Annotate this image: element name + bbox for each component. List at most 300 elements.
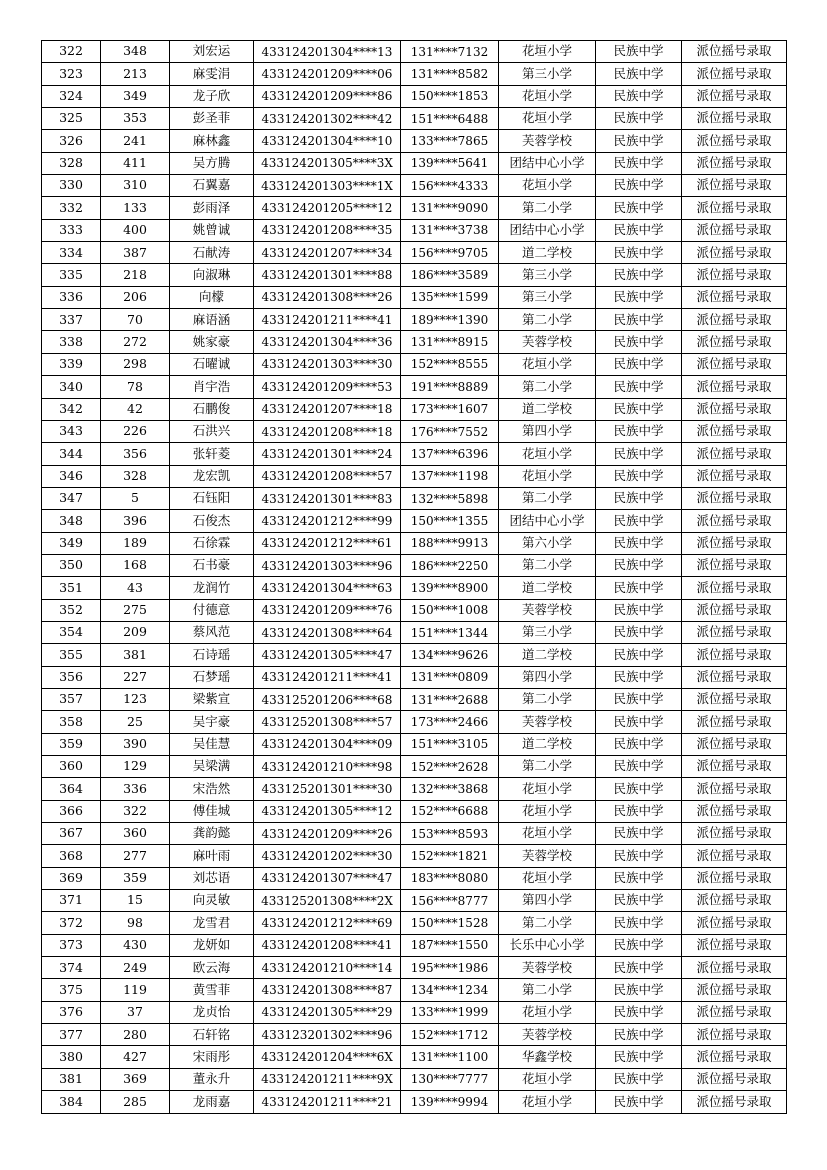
student-name-cell: 石徐霖 (170, 532, 254, 554)
student-name-cell: 石翼嘉 (170, 175, 254, 197)
lottery-number-cell: 43 (101, 577, 170, 599)
primary-school-cell: 花垣小学 (499, 1001, 596, 1023)
middle-school-cell: 民族中学 (596, 1091, 682, 1113)
middle-school-cell: 民族中学 (596, 890, 682, 912)
student-name-cell: 姚家豪 (170, 331, 254, 353)
admission-method-cell: 派位摇号录取 (682, 554, 787, 576)
table-row (42, 800, 787, 822)
middle-school-cell: 民族中学 (596, 711, 682, 733)
student-name-cell: 张轩菱 (170, 443, 254, 465)
middle-school-cell: 民族中学 (596, 331, 682, 353)
id-number-cell: 433125201206****68 (254, 688, 401, 710)
table-row (42, 934, 787, 956)
serial-cell: 359 (42, 733, 101, 755)
id-number-cell: 433124201207****34 (254, 242, 401, 264)
serial-cell: 355 (42, 644, 101, 666)
table-row (42, 242, 787, 264)
table-row (42, 1046, 787, 1068)
phone-cell: 150****1853 (401, 85, 499, 107)
phone-cell: 189****1390 (401, 309, 499, 331)
lottery-number-cell: 336 (101, 778, 170, 800)
admission-method-cell: 派位摇号录取 (682, 443, 787, 465)
phone-cell: 139****5641 (401, 152, 499, 174)
admission-method-cell: 派位摇号录取 (682, 778, 787, 800)
phone-cell: 131****9090 (401, 197, 499, 219)
student-name-cell: 欧云海 (170, 957, 254, 979)
middle-school-cell: 民族中学 (596, 1001, 682, 1023)
phone-cell: 186****2250 (401, 554, 499, 576)
table-row (42, 845, 787, 867)
serial-cell: 330 (42, 175, 101, 197)
middle-school-cell: 民族中学 (596, 800, 682, 822)
student-name-cell: 吴方腾 (170, 152, 254, 174)
middle-school-cell: 民族中学 (596, 309, 682, 331)
student-name-cell: 石鹏俊 (170, 398, 254, 420)
primary-school-cell: 第四小学 (499, 666, 596, 688)
table-row (42, 756, 787, 778)
serial-cell: 374 (42, 957, 101, 979)
lottery-number-cell: 396 (101, 510, 170, 532)
lottery-number-cell: 227 (101, 666, 170, 688)
middle-school-cell: 民族中学 (596, 577, 682, 599)
primary-school-cell: 花垣小学 (499, 175, 596, 197)
id-number-cell: 433124201307****47 (254, 867, 401, 889)
serial-cell: 384 (42, 1091, 101, 1113)
primary-school-cell: 花垣小学 (499, 108, 596, 130)
primary-school-cell: 花垣小学 (499, 867, 596, 889)
middle-school-cell: 民族中学 (596, 979, 682, 1001)
serial-cell: 328 (42, 152, 101, 174)
lottery-number-cell: 42 (101, 398, 170, 420)
middle-school-cell: 民族中学 (596, 666, 682, 688)
student-name-cell: 石钰阳 (170, 487, 254, 509)
lottery-number-cell: 168 (101, 554, 170, 576)
primary-school-cell: 第三小学 (499, 286, 596, 308)
table-row (42, 465, 787, 487)
admission-method-cell: 派位摇号录取 (682, 823, 787, 845)
primary-school-cell: 芙蓉学校 (499, 599, 596, 621)
table-row (42, 1091, 787, 1113)
middle-school-cell: 民族中学 (596, 912, 682, 934)
lottery-number-cell: 430 (101, 934, 170, 956)
phone-cell: 137****1198 (401, 465, 499, 487)
middle-school-cell: 民族中学 (596, 63, 682, 85)
serial-cell: 350 (42, 554, 101, 576)
serial-cell: 347 (42, 487, 101, 509)
middle-school-cell: 民族中学 (596, 1024, 682, 1046)
phone-cell: 176****7552 (401, 420, 499, 442)
primary-school-cell: 花垣小学 (499, 465, 596, 487)
serial-cell: 364 (42, 778, 101, 800)
table-row (42, 979, 787, 1001)
primary-school-cell: 芙蓉学校 (499, 711, 596, 733)
student-name-cell: 石梦瑶 (170, 666, 254, 688)
admission-method-cell: 派位摇号录取 (682, 890, 787, 912)
table-row (42, 644, 787, 666)
lottery-number-cell: 5 (101, 487, 170, 509)
table-row (42, 376, 787, 398)
id-number-cell: 433124201208****41 (254, 934, 401, 956)
id-number-cell: 433124201212****99 (254, 510, 401, 532)
admission-method-cell: 派位摇号录取 (682, 353, 787, 375)
lottery-number-cell: 381 (101, 644, 170, 666)
lottery-number-cell: 123 (101, 688, 170, 710)
student-name-cell: 龙雨嘉 (170, 1091, 254, 1113)
middle-school-cell: 民族中学 (596, 197, 682, 219)
id-number-cell: 433124201204****6X (254, 1046, 401, 1068)
id-number-cell: 433124201209****26 (254, 823, 401, 845)
middle-school-cell: 民族中学 (596, 1046, 682, 1068)
phone-cell: 152****1821 (401, 845, 499, 867)
middle-school-cell: 民族中学 (596, 264, 682, 286)
primary-school-cell: 团结中心小学 (499, 152, 596, 174)
id-number-cell: 433124201304****13 (254, 41, 401, 63)
lottery-number-cell: 78 (101, 376, 170, 398)
lottery-number-cell: 298 (101, 353, 170, 375)
primary-school-cell: 第三小学 (499, 621, 596, 643)
primary-school-cell: 第三小学 (499, 63, 596, 85)
student-name-cell: 向淑琳 (170, 264, 254, 286)
table-row (42, 286, 787, 308)
phone-cell: 131****8582 (401, 63, 499, 85)
middle-school-cell: 民族中学 (596, 41, 682, 63)
middle-school-cell: 民族中学 (596, 621, 682, 643)
id-number-cell: 433124201211****41 (254, 666, 401, 688)
phone-cell: 139****8900 (401, 577, 499, 599)
serial-cell: 357 (42, 688, 101, 710)
admission-method-cell: 派位摇号录取 (682, 420, 787, 442)
student-name-cell: 彭圣菲 (170, 108, 254, 130)
id-number-cell: 433124201211****21 (254, 1091, 401, 1113)
primary-school-cell: 道二学校 (499, 733, 596, 755)
serial-cell: 380 (42, 1046, 101, 1068)
primary-school-cell: 道二学校 (499, 577, 596, 599)
student-name-cell: 董永升 (170, 1068, 254, 1090)
middle-school-cell: 民族中学 (596, 152, 682, 174)
lottery-number-cell: 209 (101, 621, 170, 643)
student-name-cell: 龙贞怡 (170, 1001, 254, 1023)
table-row (42, 532, 787, 554)
lottery-number-cell: 272 (101, 331, 170, 353)
table-row (42, 733, 787, 755)
admission-method-cell: 派位摇号录取 (682, 577, 787, 599)
lottery-number-cell: 360 (101, 823, 170, 845)
id-number-cell: 433124201211****41 (254, 309, 401, 331)
phone-cell: 150****1008 (401, 599, 499, 621)
student-name-cell: 彭雨泽 (170, 197, 254, 219)
phone-cell: 150****1528 (401, 912, 499, 934)
table-row (42, 599, 787, 621)
middle-school-cell: 民族中学 (596, 376, 682, 398)
table-row (42, 420, 787, 442)
student-name-cell: 龙雪君 (170, 912, 254, 934)
table-row (42, 152, 787, 174)
student-name-cell: 蔡风范 (170, 621, 254, 643)
phone-cell: 186****3589 (401, 264, 499, 286)
primary-school-cell: 团结中心小学 (499, 219, 596, 241)
serial-cell: 356 (42, 666, 101, 688)
middle-school-cell: 民族中学 (596, 108, 682, 130)
serial-cell: 381 (42, 1068, 101, 1090)
phone-cell: 151****6488 (401, 108, 499, 130)
student-name-cell: 刘宏运 (170, 41, 254, 63)
middle-school-cell: 民族中学 (596, 845, 682, 867)
middle-school-cell: 民族中学 (596, 487, 682, 509)
serial-cell: 343 (42, 420, 101, 442)
student-name-cell: 石曜诚 (170, 353, 254, 375)
primary-school-cell: 芙蓉学校 (499, 331, 596, 353)
phone-cell: 187****1550 (401, 934, 499, 956)
serial-cell: 372 (42, 912, 101, 934)
table-row (42, 688, 787, 710)
id-number-cell: 433124201303****96 (254, 554, 401, 576)
serial-cell: 349 (42, 532, 101, 554)
id-number-cell: 433125201308****2X (254, 890, 401, 912)
student-name-cell: 麻语涵 (170, 309, 254, 331)
serial-cell: 340 (42, 376, 101, 398)
middle-school-cell: 民族中学 (596, 934, 682, 956)
phone-cell: 131****2688 (401, 688, 499, 710)
serial-cell: 342 (42, 398, 101, 420)
student-name-cell: 宋浩然 (170, 778, 254, 800)
admission-method-cell: 派位摇号录取 (682, 175, 787, 197)
primary-school-cell: 第二小学 (499, 197, 596, 219)
table-row (42, 309, 787, 331)
admission-method-cell: 派位摇号录取 (682, 688, 787, 710)
table-row (42, 264, 787, 286)
id-number-cell: 433124201210****98 (254, 756, 401, 778)
id-number-cell: 433124201208****18 (254, 420, 401, 442)
serial-cell: 346 (42, 465, 101, 487)
phone-cell: 173****2466 (401, 711, 499, 733)
lottery-number-cell: 353 (101, 108, 170, 130)
table-row (42, 577, 787, 599)
admission-method-cell: 派位摇号录取 (682, 845, 787, 867)
admission-method-cell: 派位摇号录取 (682, 532, 787, 554)
phone-cell: 132****5898 (401, 487, 499, 509)
middle-school-cell: 民族中学 (596, 867, 682, 889)
id-number-cell: 433124201211****9X (254, 1068, 401, 1090)
lottery-number-cell: 226 (101, 420, 170, 442)
id-number-cell: 433124201209****86 (254, 85, 401, 107)
table-row (42, 957, 787, 979)
student-name-cell: 刘芯语 (170, 867, 254, 889)
student-name-cell: 龙宏凯 (170, 465, 254, 487)
primary-school-cell: 第二小学 (499, 688, 596, 710)
lottery-number-cell: 349 (101, 85, 170, 107)
admission-method-cell: 派位摇号录取 (682, 510, 787, 532)
table-row (42, 1068, 787, 1090)
phone-cell: 152****2628 (401, 756, 499, 778)
admission-method-cell: 派位摇号录取 (682, 666, 787, 688)
table-row (42, 510, 787, 532)
table-row (42, 711, 787, 733)
student-name-cell: 肖宇浩 (170, 376, 254, 398)
student-name-cell: 吴佳慧 (170, 733, 254, 755)
admission-method-cell: 派位摇号录取 (682, 398, 787, 420)
primary-school-cell: 第二小学 (499, 756, 596, 778)
admission-method-cell: 派位摇号录取 (682, 621, 787, 643)
lottery-number-cell: 15 (101, 890, 170, 912)
phone-cell: 130****7777 (401, 1068, 499, 1090)
phone-cell: 137****6396 (401, 443, 499, 465)
serial-cell: 368 (42, 845, 101, 867)
admission-method-cell: 派位摇号录取 (682, 130, 787, 152)
table-row (42, 443, 787, 465)
lottery-number-cell: 390 (101, 733, 170, 755)
lottery-number-cell: 218 (101, 264, 170, 286)
id-number-cell: 433124201308****64 (254, 621, 401, 643)
student-name-cell: 石俊杰 (170, 510, 254, 532)
middle-school-cell: 民族中学 (596, 398, 682, 420)
lottery-number-cell: 328 (101, 465, 170, 487)
id-number-cell: 433124201308****26 (254, 286, 401, 308)
phone-cell: 152****8555 (401, 353, 499, 375)
admission-method-cell: 派位摇号录取 (682, 1001, 787, 1023)
middle-school-cell: 民族中学 (596, 756, 682, 778)
serial-cell: 373 (42, 934, 101, 956)
primary-school-cell: 第六小学 (499, 532, 596, 554)
serial-cell: 338 (42, 331, 101, 353)
serial-cell: 334 (42, 242, 101, 264)
student-name-cell: 麻雯涓 (170, 63, 254, 85)
table-row (42, 867, 787, 889)
middle-school-cell: 民族中学 (596, 353, 682, 375)
id-number-cell: 433124201208****57 (254, 465, 401, 487)
middle-school-cell: 民族中学 (596, 130, 682, 152)
serial-cell: 325 (42, 108, 101, 130)
id-number-cell: 433124201210****14 (254, 957, 401, 979)
primary-school-cell: 第二小学 (499, 979, 596, 1001)
admission-table (41, 40, 787, 1114)
admission-method-cell: 派位摇号录取 (682, 219, 787, 241)
id-number-cell: 433124201301****83 (254, 487, 401, 509)
lottery-number-cell: 129 (101, 756, 170, 778)
admission-method-cell: 派位摇号录取 (682, 242, 787, 264)
phone-cell: 183****8080 (401, 867, 499, 889)
table-row (42, 554, 787, 576)
admission-method-cell: 派位摇号录取 (682, 867, 787, 889)
primary-school-cell: 第二小学 (499, 554, 596, 576)
primary-school-cell: 第二小学 (499, 309, 596, 331)
primary-school-cell: 花垣小学 (499, 1068, 596, 1090)
phone-cell: 152****6688 (401, 800, 499, 822)
phone-cell: 156****4333 (401, 175, 499, 197)
admission-method-cell: 派位摇号录取 (682, 912, 787, 934)
lottery-number-cell: 133 (101, 197, 170, 219)
student-name-cell: 龙子欣 (170, 85, 254, 107)
primary-school-cell: 第二小学 (499, 487, 596, 509)
primary-school-cell: 华鑫学校 (499, 1046, 596, 1068)
phone-cell: 131****8915 (401, 331, 499, 353)
id-number-cell: 433124201304****09 (254, 733, 401, 755)
admission-method-cell: 派位摇号录取 (682, 1024, 787, 1046)
middle-school-cell: 民族中学 (596, 733, 682, 755)
serial-cell: 377 (42, 1024, 101, 1046)
phone-cell: 139****9994 (401, 1091, 499, 1113)
primary-school-cell: 长乐中心小学 (499, 934, 596, 956)
middle-school-cell: 民族中学 (596, 778, 682, 800)
serial-cell: 358 (42, 711, 101, 733)
phone-cell: 131****7132 (401, 41, 499, 63)
phone-cell: 156****8777 (401, 890, 499, 912)
table-row (42, 85, 787, 107)
student-name-cell: 龙妍如 (170, 934, 254, 956)
admission-list-document (41, 40, 786, 1114)
admission-method-cell: 派位摇号录取 (682, 599, 787, 621)
serial-cell: 360 (42, 756, 101, 778)
admission-method-cell: 派位摇号录取 (682, 286, 787, 308)
id-number-cell: 433124201301****88 (254, 264, 401, 286)
id-number-cell: 433124201209****53 (254, 376, 401, 398)
lottery-number-cell: 213 (101, 63, 170, 85)
phone-cell: 156****9705 (401, 242, 499, 264)
table-row (42, 912, 787, 934)
primary-school-cell: 花垣小学 (499, 778, 596, 800)
phone-cell: 191****8889 (401, 376, 499, 398)
lottery-number-cell: 400 (101, 219, 170, 241)
id-number-cell: 433124201202****30 (254, 845, 401, 867)
lottery-number-cell: 348 (101, 41, 170, 63)
serial-cell: 337 (42, 309, 101, 331)
lottery-number-cell: 25 (101, 711, 170, 733)
admission-method-cell: 派位摇号录取 (682, 756, 787, 778)
student-name-cell: 姚曾诚 (170, 219, 254, 241)
table-row (42, 1001, 787, 1023)
serial-cell: 351 (42, 577, 101, 599)
middle-school-cell: 民族中学 (596, 823, 682, 845)
middle-school-cell: 民族中学 (596, 688, 682, 710)
serial-cell: 352 (42, 599, 101, 621)
student-name-cell: 麻林鑫 (170, 130, 254, 152)
table-row (42, 823, 787, 845)
primary-school-cell: 花垣小学 (499, 41, 596, 63)
student-name-cell: 龚韵懿 (170, 823, 254, 845)
table-body (42, 41, 787, 1114)
phone-cell: 131****3738 (401, 219, 499, 241)
phone-cell: 188****9913 (401, 532, 499, 554)
id-number-cell: 433124201303****1X (254, 175, 401, 197)
id-number-cell: 433124201212****61 (254, 532, 401, 554)
admission-method-cell: 派位摇号录取 (682, 465, 787, 487)
admission-method-cell: 派位摇号录取 (682, 63, 787, 85)
id-number-cell: 433125201301****30 (254, 778, 401, 800)
table-row (42, 130, 787, 152)
student-name-cell: 梁紫宣 (170, 688, 254, 710)
admission-method-cell: 派位摇号录取 (682, 309, 787, 331)
student-name-cell: 石诗瑶 (170, 644, 254, 666)
student-name-cell: 宋雨彤 (170, 1046, 254, 1068)
phone-cell: 132****3868 (401, 778, 499, 800)
middle-school-cell: 民族中学 (596, 219, 682, 241)
table-row (42, 890, 787, 912)
lottery-number-cell: 427 (101, 1046, 170, 1068)
serial-cell: 323 (42, 63, 101, 85)
lottery-number-cell: 189 (101, 532, 170, 554)
admission-method-cell: 派位摇号录取 (682, 934, 787, 956)
primary-school-cell: 芙蓉学校 (499, 845, 596, 867)
admission-method-cell: 派位摇号录取 (682, 644, 787, 666)
admission-method-cell: 派位摇号录取 (682, 152, 787, 174)
id-number-cell: 433125201308****57 (254, 711, 401, 733)
phone-cell: 131****0809 (401, 666, 499, 688)
primary-school-cell: 芙蓉学校 (499, 957, 596, 979)
id-number-cell: 433124201208****35 (254, 219, 401, 241)
serial-cell: 375 (42, 979, 101, 1001)
phone-cell: 152****1712 (401, 1024, 499, 1046)
admission-method-cell: 派位摇号录取 (682, 957, 787, 979)
lottery-number-cell: 275 (101, 599, 170, 621)
